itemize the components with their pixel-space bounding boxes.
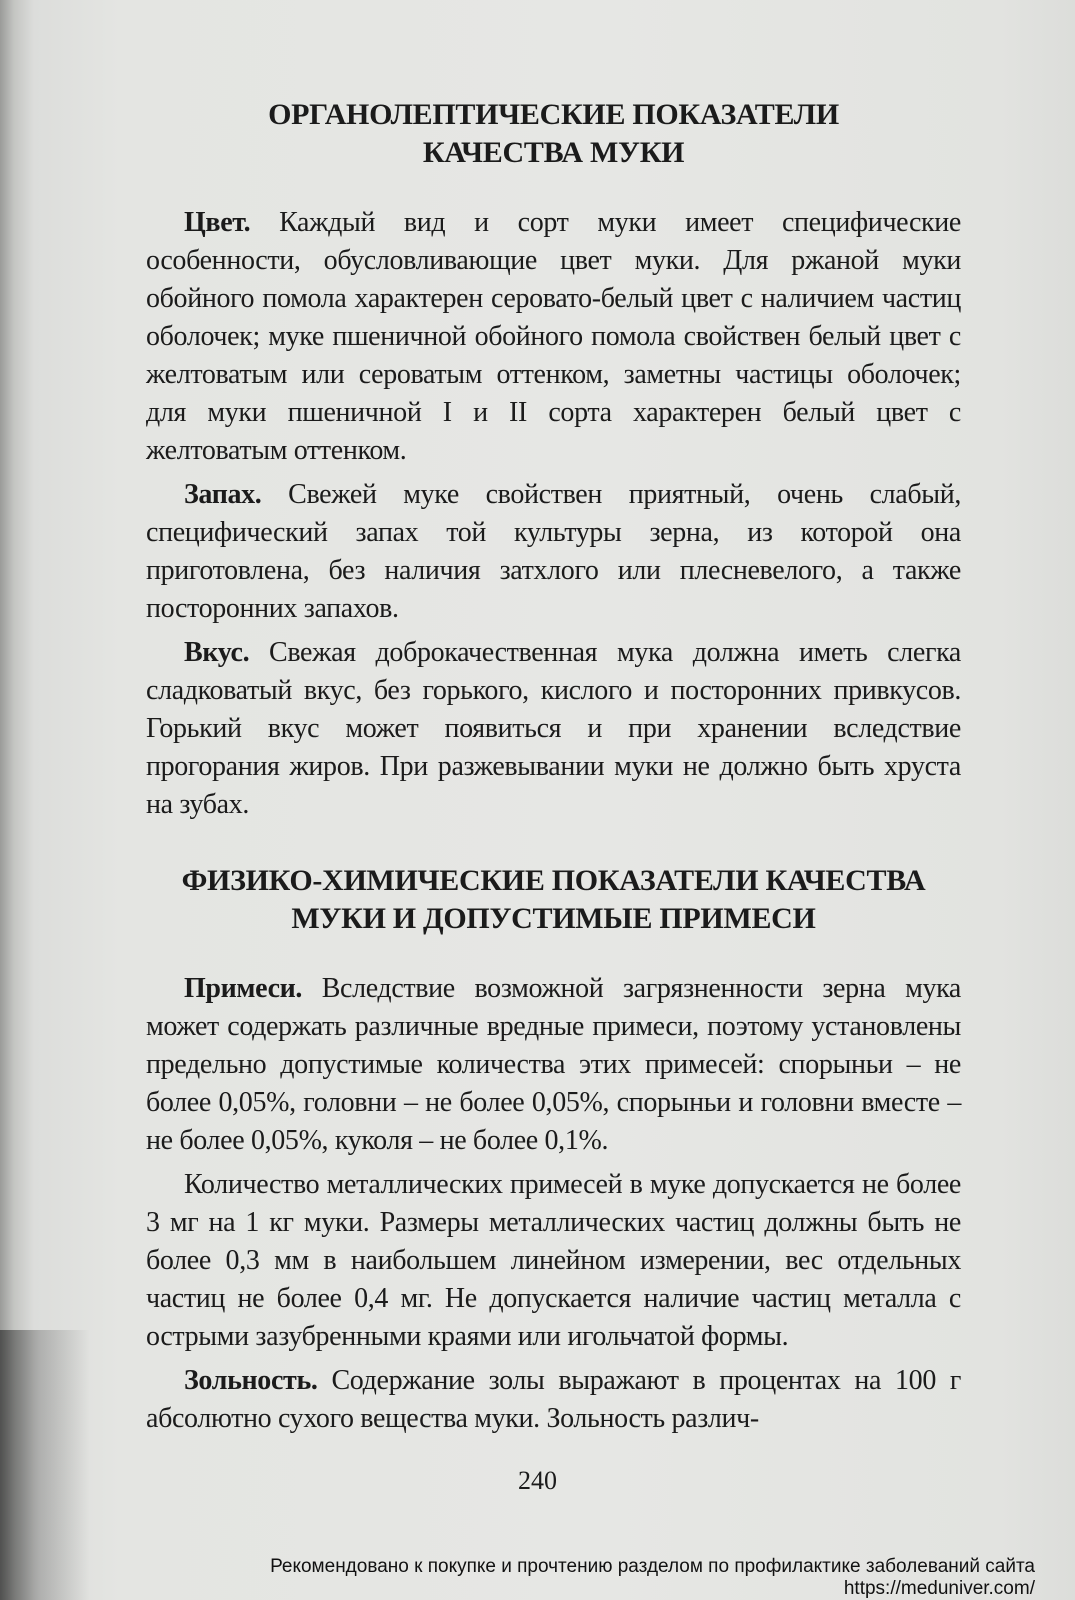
heading-line-2: КАЧЕСТВА МУКИ — [422, 136, 685, 169]
paragraph-text: Свежей муке свойствен приятный, очень слабый, специфический запах той культуры зерна, из которой она приготовлена, без наличия затхлого или плесневелого, а также посторонних запахов. — [146, 479, 961, 624]
page-edge-shadow — [0, 1330, 90, 1600]
paragraph-taste — [146, 634, 961, 824]
term-color: Цвет. — [184, 207, 251, 238]
paragraph-text: Количество металлических примесей в муке допускается не более 3 мг на 1 кг муки. Размеры металлических частиц должны быть не более 0,3 мм в наибольшем линейном измерении, вес отдельных частиц не более 0,4 мг. Не допускается наличие частиц металла с острыми зазубренными краями или игольчатой формы. — [146, 1169, 961, 1352]
paragraph-text: Свежая доброкачественная мука должна иметь слегка сладковатый вкус, без горького, кислого и посторонних привкусов. Горький вкус может появиться и при хранении вследствие прогорания жиров. При разжевывании муки не должно быть хруста на зубах. — [146, 637, 961, 820]
paragraph-impurities — [146, 970, 961, 1160]
footer-recommendation: Рекомендовано к покупке и прочтению разделом по профилактике заболеваний сайта https://meduniver.com/ — [270, 1556, 1035, 1599]
heading-line-2: МУКИ И ДОПУСТИМЫЕ ПРИМЕСИ — [291, 902, 816, 935]
section-heading-organoleptic — [146, 96, 961, 172]
term-taste: Вкус. — [184, 637, 250, 668]
paragraph-ash — [146, 1362, 961, 1438]
term-impurities: Примеси. — [184, 973, 303, 1004]
term-ash: Зольность. — [184, 1365, 318, 1396]
section-heading-physicochemical — [146, 862, 961, 938]
term-smell: Запах. — [184, 479, 262, 510]
paragraph-text: Каждый вид и сорт муки имеет специфические особенности, обусловливающие цвет муки. Для ржаной муки обойного помола характерен серовато-белый цвет с наличием частиц оболочек; муке пшеничной обойного помола свойствен белый цвет с желтоватым или сероватым оттенком, заметны частицы оболочек; для муки пшеничной I и II сорта характерен белый цвет с желтоватым оттенком. — [146, 207, 961, 466]
paragraph-metal-impurities — [146, 1166, 961, 1356]
paragraph-text: Вследствие возможной загрязненности зерна мука может содержать различные вредные примеси, поэтому установлены предельно допустимые количества этих примесей: спорыньи – не более 0,05%, головни – не более 0,05%, спорыньи и головни вместе – не более 0,05%, куколя – не более 0,1%. — [146, 973, 961, 1156]
page-content — [146, 96, 961, 1444]
paragraph-color — [146, 204, 961, 470]
paragraph-text: Содержание золы выражают в процентах на 100 г абсолютно сухого вещества муки. Зольность различ- — [146, 1365, 961, 1434]
heading-line-1: ОРГАНОЛЕПТИЧЕСКИЕ ПОКАЗАТЕЛИ — [268, 98, 839, 131]
paragraph-smell — [146, 476, 961, 628]
heading-line-1: ФИЗИКО-ХИМИЧЕСКИЕ ПОКАЗАТЕЛИ КАЧЕСТВА — [181, 864, 926, 897]
page-number: 240 — [518, 1466, 557, 1495]
